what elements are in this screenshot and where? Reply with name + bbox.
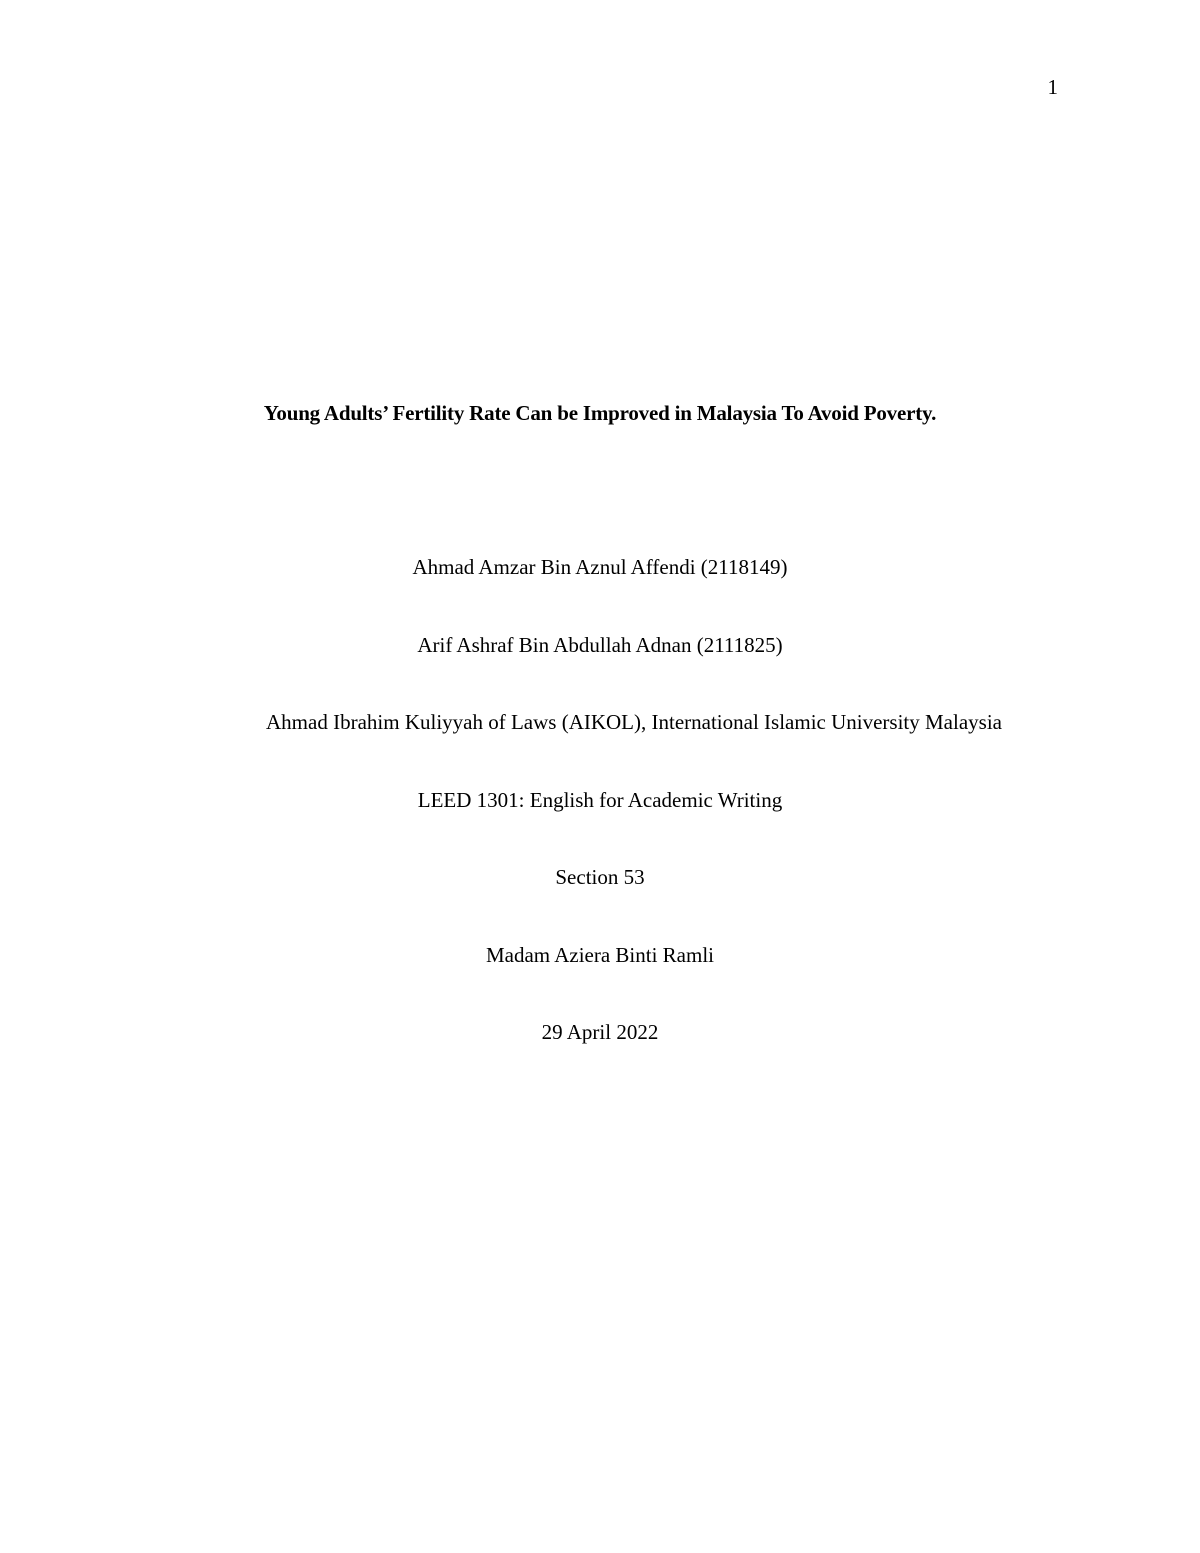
instructor-name: Madam Aziera Binti Ramli bbox=[485, 943, 715, 967]
submission-date: 29 April 2022 bbox=[541, 1020, 659, 1044]
institution: Ahmad Ibrahim Kuliyyah of Laws (AIKOL), International Islamic University Malaysia bbox=[266, 710, 1002, 734]
page-number: 1 bbox=[1047, 75, 1058, 99]
author-2: Arif Ashraf Bin Abdullah Adnan (2111825) bbox=[417, 633, 783, 657]
paper-title: Young Adults’ Fertility Rate Can be Improved in Malaysia To Avoid Poverty. bbox=[263, 401, 937, 425]
course-name: LEED 1301: English for Academic Writing bbox=[417, 788, 783, 812]
author-1: Ahmad Amzar Bin Aznul Affendi (2118149) bbox=[412, 555, 788, 579]
course-section: Section 53 bbox=[555, 865, 645, 889]
